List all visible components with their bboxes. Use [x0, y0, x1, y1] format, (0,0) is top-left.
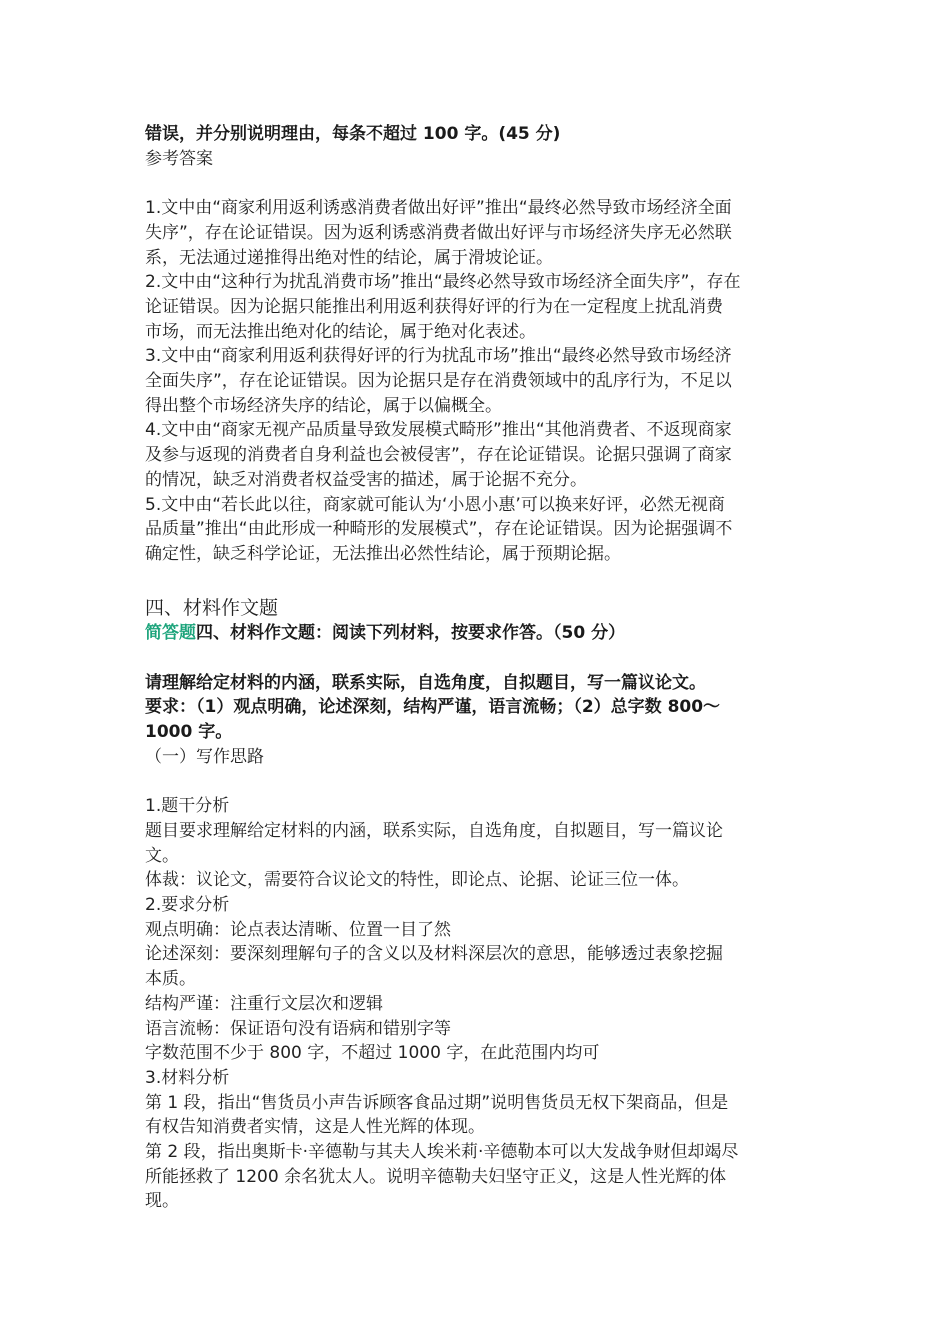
spacer — [145, 770, 810, 795]
answer-line: 失序”，存在论证错误。因为返利诱惑消费者做出好评与市场经济失序无必然联 — [145, 222, 732, 243]
requirement-line: 要求：（1）观点明确，论述深刻，结构严谨，语言流畅；（2）总字数 800～ — [145, 697, 721, 718]
analysis-line: 3.材料分析 — [145, 1067, 230, 1088]
analysis-line: 字数范围不少于 800 字，不超过 1000 字，在此范围内均可 — [145, 1043, 600, 1064]
analysis-line: 第 2 段，指出奥斯卡·辛德勒与其夫人埃米莉·辛德勒本可以大发战争财但却竭尽 — [145, 1142, 739, 1163]
analysis-line: 1.题干分析 — [145, 796, 230, 817]
analysis-line: 体裁：议论文，需要符合议论文的特性，即论点、论据、论证三位一体。 — [145, 870, 689, 891]
answer-line: 确定性，缺乏科学论证，无法推出必然性结论，属于预期论据。 — [145, 543, 621, 564]
answer-line: 得出整个市场经济失序的结论，属于以偏概全。 — [145, 395, 502, 416]
question-type-tag: 简答题 — [145, 623, 196, 644]
question-title: 四、材料作文题：阅读下列材料，按要求作答。（50 分） — [196, 623, 626, 644]
analysis-line: 本质。 — [145, 969, 196, 990]
answer-line: 品质量”推出“由此形成一种畸形的发展模式”，存在论证错误。因为论据强调不 — [145, 519, 733, 540]
answer-block — [145, 196, 810, 567]
analysis-line: 题目要求理解给定材料的内涵，联系实际，自选角度，自拟题目，写一篇议论 — [145, 820, 723, 841]
document-page — [145, 122, 810, 1214]
analysis-line: 观点明确：论点表达清晰、位置一目了然 — [145, 919, 451, 940]
answer-line: 系，无法通过递推得出绝对性的结论，属于滑坡论证。 — [145, 247, 553, 268]
spacer — [145, 567, 810, 592]
analysis-line: 2.要求分析 — [145, 895, 230, 916]
section-heading: 四、材料作文题 — [145, 597, 279, 620]
analysis-line: 语言流畅：保证语句没有语病和错别字等 — [145, 1018, 451, 1039]
analysis-line: 现。 — [145, 1191, 179, 1212]
answer-line: 的情况，缺乏对消费者权益受害的描述，属于论据不充分。 — [145, 469, 587, 490]
answer-line: 及参与返现的消费者自身利益也会被侵害”，存在论证错误。论据只强调了商家 — [145, 445, 732, 466]
answer-line: 全面失序”，存在论证错误。因为论据只是存在消费领域中的乱序行为，不足以 — [145, 371, 732, 392]
answer-line: 论证错误。因为论据只能推出利用返利获得好评的行为在一定程度上扰乱消费 — [145, 296, 723, 317]
answer-line: 2.文中由“这种行为扰乱消费市场”推出“最终必然导致市场经济全面失序”，存在 — [145, 272, 741, 293]
answer-line: 5.文中由“若长此以往，商家就可能认为‘小恩小惠’可以换来好评，必然无视商 — [145, 494, 725, 515]
subheading: （一）写作思路 — [145, 746, 264, 767]
requirement-line: 1000 字。 — [145, 722, 233, 743]
analysis-line: 结构严谨：注重行文层次和逻辑 — [145, 993, 383, 1014]
answer-line: 市场，而无法推出绝对化的结论，属于绝对化表述。 — [145, 321, 536, 342]
analysis-line: 第 1 段，指出“售货员小声告诉顾客食品过期”说明售货员无权下架商品，但是 — [145, 1092, 729, 1113]
analysis-line: 文。 — [145, 845, 179, 866]
task-line: 请理解给定材料的内涵，联系实际，自选角度，自拟题目，写一篇议论文。 — [145, 672, 706, 693]
answer-line: 4.文中由“商家无视产品质量导致发展模式畸形”推出“其他消费者、不返现商家 — [145, 420, 732, 441]
answer-line: 1.文中由“商家利用返利诱惑消费者做出好评”推出“最终必然导致市场经济全面 — [145, 198, 732, 219]
answer-line: 3.文中由“商家利用返利获得好评的行为扰乱市场”推出“最终必然导致市场经济 — [145, 346, 732, 367]
spacer — [145, 646, 810, 671]
question-tail: 错误，并分别说明理由，每条不超过 100 字。(45 分) — [145, 124, 561, 144]
analysis-line: 有权告知消费者实情，这是人性光辉的体现。 — [145, 1117, 485, 1138]
answer-label: 参考答案 — [145, 148, 213, 169]
analysis-block — [145, 794, 810, 1214]
analysis-line: 所能拯救了 1200 余名犹太人。说明辛德勒夫妇坚守正义，这是人性光辉的体 — [145, 1166, 727, 1187]
question-title-line — [145, 621, 810, 646]
spacer — [145, 171, 810, 196]
analysis-line: 论述深刻：要深刻理解句子的含义以及材料深层次的意思，能够透过表象挖掘 — [145, 944, 723, 965]
